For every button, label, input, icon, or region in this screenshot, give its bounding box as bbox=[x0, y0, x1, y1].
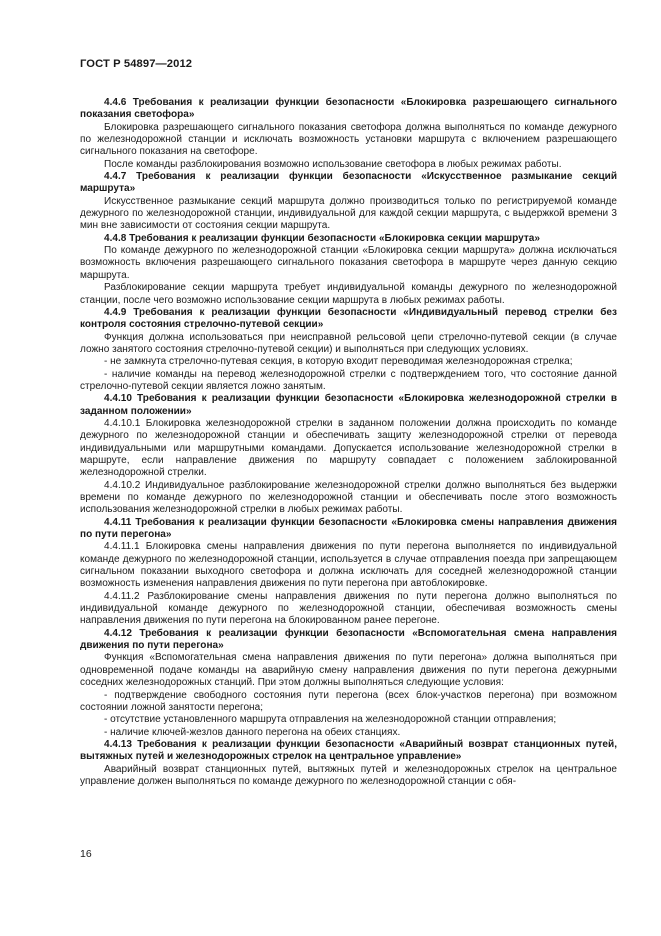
paragraph: Разблокирование секции маршрута требует индивидуальной команды дежурного по железнодорожной станции, после чего возможно использование секции маршрута в любых режимах работы. bbox=[80, 282, 617, 306]
list-item: - наличие команды на перевод железнодорожной стрелки с подтверждением того, что состояние данной стрелочно-путевой секции является ложно занятым. bbox=[80, 368, 617, 392]
paragraph: Искусственное размыкание секций маршрута должно производиться только по регистрируемой команде дежурного по железнодорожной станции, индивидуальной для каждой секции маршрута, с выдержкой времени 3 мин вне зависимости от состояния секции маршрута. bbox=[80, 195, 617, 232]
section-heading: 4.4.6 Требования к реализации функции безопасности «Блокировка разрешающего сигнального показания светофора» bbox=[80, 97, 617, 121]
paragraph: 4.4.11.1 Блокировка смены направления движения по пути перегона выполняется по индивидуальной команде дежурного по железнодорожной станции, используется в случае отправления поезда при запрещающем сигнальном показании выходного светофора и должна исключать для соседней железнодорожной станции возможность изменения направления движения по пути перегона при автоблокировке. bbox=[80, 541, 617, 590]
paragraph: Аварийный возврат станционных путей, вытяжных путей и железнодорожных стрелок на центральное управление должен выполняться по команде дежурного по железнодорожной станции с обя- bbox=[80, 763, 617, 787]
paragraph: 4.4.10.2 Индивидуальное разблокирование железнодорожной стрелки должно выполняться без выдержки времени по команде дежурного по железнодорожной станции и обеспечивать после этого возможность использования железнодорожной стрелки в любых режимах работы. bbox=[80, 479, 617, 516]
document-body bbox=[80, 97, 617, 788]
section-heading: 4.4.8 Требования к реализации функции безопасности «Блокировка секции маршрута» bbox=[104, 232, 540, 244]
section-heading: 4.4.9 Требования к реализации функции безопасности «Индивидуальный перевод стрелки без контроля состояния стрелочно-путевой секции» bbox=[80, 306, 617, 331]
section-heading: 4.4.12 Требования к реализации функции безопасности «Вспомогательная смена направления движения по пути перегона» bbox=[80, 627, 617, 652]
paragraph: 4.4.10.1 Блокировка железнодорожной стрелки в заданном положении должна происходить по команде дежурного по железнодорожной станции и обеспечивать защиту железнодорожной стрелки от перевода индивидуальными или маршрутными командами. Допускается использование железнодорожной стрелки в маршруте, если направление движения по маршруту совпадает с положением заблокированной железнодорожной стрелки. bbox=[80, 417, 617, 479]
paragraph: Функция «Вспомогательная смена направления движения по пути перегона» должна выполняться при одновременной подаче команды на аварийную смену направления движения по пути перегона дежурными соседних железнодорожных станций. При этом должны выполняться следующие условия: bbox=[80, 652, 617, 689]
section-heading: 4.4.13 Требования к реализации функции безопасности «Аварийный возврат станционных путей, вытяжных путей и железнодорожных стрелок на центральное управление» bbox=[80, 738, 617, 763]
paragraph: Блокировка разрешающего сигнального показания светофора должна выполняться по команде дежурного по железнодорожной станции и исключать возможность установки маршрута с включением разрешающего сигнального показания на светофоре. bbox=[80, 121, 617, 158]
list-item: - наличие ключей-жезлов данного перегона на обеих станциях. bbox=[104, 726, 401, 738]
section-heading: 4.4.7 Требования к реализации функции безопасности «Искусственное размыкание секций маршрута» bbox=[80, 171, 617, 195]
paragraph: После команды разблокирования возможно использование светофора в любых режимах работы. bbox=[104, 158, 562, 170]
list-item: - подтверждение свободного состояния пути перегона (всех блок-участков перегона) при возможном состоянии ложной занятости перегона; bbox=[80, 689, 617, 713]
page-number: 16 bbox=[80, 848, 92, 860]
section-heading: 4.4.11 Требования к реализации функции безопасности «Блокировка смены направления движения по пути перегона» bbox=[80, 516, 617, 541]
paragraph: По команде дежурного по железнодорожной станции «Блокировка секции маршрута» должна исключаться возможность включения разрешающего сигнального показания светофора в маршруте через данную секцию маршрута. bbox=[80, 245, 617, 281]
list-item: - отсутствие установленного маршрута отправления на железнодорожной станции отправления; bbox=[104, 714, 557, 726]
section-heading: 4.4.10 Требования к реализации функции безопасности «Блокировка железнодорожной стрелки в заданном положении» bbox=[80, 393, 617, 417]
paragraph: 4.4.11.2 Разблокирование смены направления движения по пути перегона должно выполняться по индивидуальной команде дежурного по железнодорожной станции, обеспечивая возможность смены направления движения по пути перегона на блокированном ранее перегоне. bbox=[80, 590, 617, 627]
document-header: ГОСТ Р 54897—2012 bbox=[80, 58, 193, 70]
list-item: - не замкнута стрелочно-путевая секция, в которую входит переводимая железнодорожная стрелка; bbox=[104, 356, 573, 368]
paragraph: Функция должна использоваться при неисправной рельсовой цепи стрелочно-путевой секции (в случае ложно занятого состояния стрелочно-путевой секции) и выполняться при следующих условиях. bbox=[80, 331, 617, 355]
